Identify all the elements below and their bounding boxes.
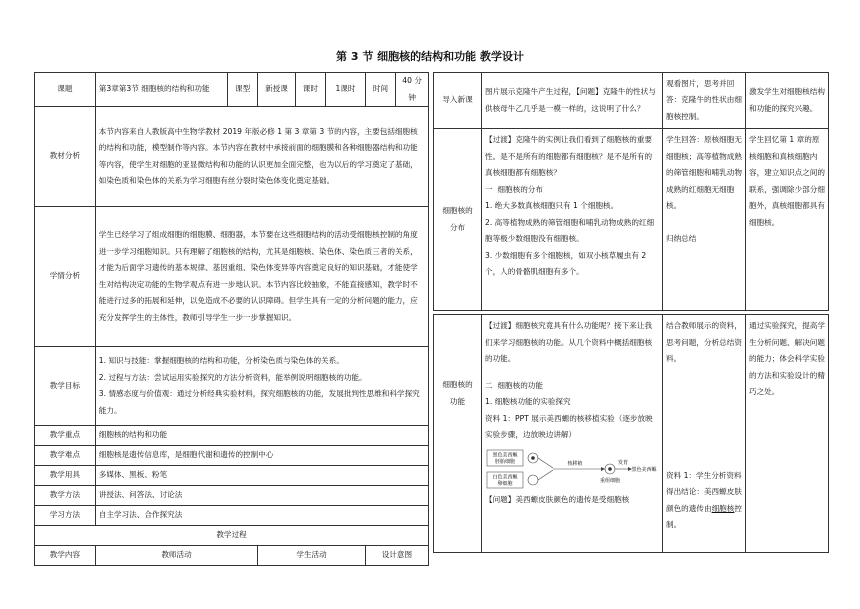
diagram-result-label: 黑色美西螈 <box>631 466 657 473</box>
time-value: 40 分钟 <box>396 73 429 107</box>
materials-row <box>35 107 429 207</box>
students-text: 学生已经学习了组成细胞的细胞膜、细胞器，本节要在这些细胞结构的活动受细胞核控制的角度进一步学习细胞知识。只有理解了细胞核的结构，尤其是细胞核、染色体、染色质三者的关系，才能为后面学习遗传的基本规律、基因重组、染色体变异等内容奠定良好的知识基础，才能使学生对结构决定功能的生物学观点有进一步地认识。本节内容比较抽象，不能直接感知，教学时不能进行过多的拓展和延伸，以免造成不必要的认识障碍。但学生具有一定的分析问题的能力，应充分发挥学生的主体性，教师引导学生一步一步掌握知识。 <box>95 207 428 347</box>
intro-label: 导入新课 <box>434 73 482 129</box>
diagram-top-label-2: 胚胎细胞 <box>494 458 516 465</box>
distribution-student <box>663 129 746 311</box>
diagram-top-label-1: 黑色美西螈 <box>492 452 518 458</box>
students-row <box>35 207 429 347</box>
egg-cell-icon <box>528 475 538 485</box>
materials-text: 本节内容来自人教版高中生物学教材 2019 年版必修 1 第 3 章第 3 节的内容，主要包括细胞核的结构和功能，模型制作等内容。本节内容在教材中承接前面的细胞膜和各种细胞器结构和功能等内容，使学生对细胞的亚显微结构和功能的认识更加全面完整，也为以后的学习奠定了基础，如染色质和染色体的关系为学习细胞有丝分裂时染色体变化奠定基础。 <box>95 107 428 207</box>
column-intent: 设计意图 <box>365 546 428 566</box>
function-row <box>434 315 829 553</box>
diagram-mid-label: 核移植 <box>567 460 583 467</box>
study-value: 自主学习法、合作探究法 <box>95 506 428 526</box>
intro-row <box>434 73 829 129</box>
keypoint-row <box>35 426 429 446</box>
function-intent: 通过实验探究，提高学生分析问题、解决问题的能力；体会科学实验的方法和实验设计的精巧之处。 <box>746 315 829 553</box>
left-table <box>34 72 429 566</box>
tools-row <box>35 466 429 486</box>
methods-label: 教学方法 <box>35 486 96 506</box>
distribution-label-line: 细胞核的 <box>442 206 473 215</box>
study-label: 学习方法 <box>35 506 96 526</box>
function-student-conclusion-b: 细胞核 <box>711 503 735 513</box>
process-columns-row <box>35 546 429 566</box>
goal-item: 2. 过程与方法：尝试运用实验探究的方法分析资料，能举例说明细胞核的功能。 <box>98 372 367 382</box>
distribution-student-answer: 学生回答：原核细胞无细胞核；高等植物成熟的筛管细胞和哺乳动物成熟的红细胞无细胞核。 <box>666 135 742 210</box>
hours-value: 1课时 <box>326 73 366 107</box>
tools-value: 多媒体、黑板、粉笔 <box>95 466 428 486</box>
goal-item: 1. 知识与技能：掌握细胞核的结构和功能，分析染色质与染色体的关系。 <box>98 356 344 365</box>
hours-label: 课时 <box>295 73 325 107</box>
distribution-teacher: 【过渡】克隆牛的实例让我们看到了细胞核的重要性。是不是所有的细胞都有细胞核？是不是所有的真核细胞都有细胞核？ 一 细胞核的分布 1. 绝大多数真核细胞只有 1 个细胞核。 2. 高等植物成熟的筛管细胞和哺乳动物成熟的红细胞等极少数细胞没有细胞核。 3. 少数细胞有多个细胞核，如双小核草履虫有 2 个，人的骨骼肌细胞有多个。 <box>482 129 663 311</box>
column-teacher: 教师活动 <box>95 546 258 566</box>
diagram-bottom-label-1: 白色美西螈 <box>492 474 518 480</box>
column-student: 学生活动 <box>258 546 366 566</box>
function-student <box>663 315 746 553</box>
materials-label: 教材分析 <box>35 107 96 207</box>
intro-intent: 激发学生对细胞核结构和功能的探究兴趣。 <box>746 73 829 129</box>
function-student-task: 结合教师展示的资料，思考问题，分析总结资料。 <box>666 321 742 363</box>
function-teacher <box>482 315 663 553</box>
function-student-conclusion-a: 资料 1：学生分析资料得出结论：美西螈皮肤颜色的遗传由 <box>666 470 742 513</box>
function-label-line: 功能 <box>449 396 466 406</box>
topic-value: 第3章第3节 细胞核的结构和功能 <box>95 73 227 107</box>
process-header: 教学过程 <box>35 526 429 546</box>
salamander-nuclear-transfer-diagram <box>485 448 657 490</box>
intro-teacher: 图片展示克隆牛产生过程，【问题】克隆牛的性状与供核母牛乙几乎是一模一样的，这说明了什么？ <box>482 73 663 129</box>
function-student-conclusion-c: 控制。 <box>666 503 742 529</box>
students-label: 学情分析 <box>35 207 96 347</box>
topic-label: 课题 <box>35 73 96 107</box>
distribution-intent: 学生回忆第 1 章的原核细胞和真核细胞内容，建立知识点之间的联系，强调除少部分细胞外，真核细胞都具有细胞核。 <box>746 129 829 311</box>
document-title: 第 3 节 细胞核的结构和功能 教学设计 <box>336 50 524 63</box>
distribution-student-summary: 归纳总结 <box>666 233 697 243</box>
difficulty-row <box>35 446 429 466</box>
goal-item: 3. 情感态度与价值观：通过分析经典实验材料，探究细胞核的功能，发展批判性思维和科学探究能力。 <box>98 389 420 415</box>
diagram-bottom-label-2: 卵细胞 <box>497 480 513 487</box>
methods-value: 讲授法、问答法、讨论法 <box>95 486 428 506</box>
keypoint-label: 教学重点 <box>35 426 96 446</box>
function-teacher-question: 【问题】美西螈皮肤颜色的遗传是受细胞核 <box>485 494 630 504</box>
time-label: 时间 <box>365 73 395 107</box>
function-teacher-content: 二 细胞核的功能 1. 细胞核功能的实验探究 资料 1：PPT 展示美西螈的核移植实验（逐步放映实验步骤，边放映边讲解） <box>485 380 653 439</box>
study-row <box>35 506 429 526</box>
distribution-row <box>434 129 829 311</box>
process-header-row <box>35 526 429 546</box>
right-table <box>433 72 829 553</box>
distribution-label-line: 分布 <box>449 222 466 232</box>
function-teacher-transition: 【过渡】细胞核究竟具有什么功能呢？接下来让我们来学习细胞核的功能。从几个资料中概括细胞核的功能。 <box>485 321 653 363</box>
class-type-value: 新授课 <box>258 73 295 107</box>
function-label-line: 细胞核的 <box>442 380 473 389</box>
difficulty-label: 教学难点 <box>35 446 96 466</box>
topic-row <box>35 73 429 107</box>
difficulty-value: 细胞核是遗传信息库，是细胞代谢和遗传的控制中心 <box>95 446 428 466</box>
intro-student: 观看图片，思考并回答：克隆牛的性状由细胞核控制。 <box>663 73 746 129</box>
function-label <box>434 315 482 553</box>
class-type-label: 课型 <box>227 73 257 107</box>
diagram-develop-label: 发育 <box>617 459 629 466</box>
diagram-recombine-label: 重组细胞 <box>599 477 621 484</box>
keypoint-value: 细胞核的结构和功能 <box>95 426 428 446</box>
distribution-label <box>434 129 482 311</box>
function-student-conclusion <box>666 468 742 534</box>
goals-row <box>35 347 429 426</box>
goals-label: 教学目标 <box>35 347 96 426</box>
tools-label: 教学用具 <box>35 466 96 486</box>
methods-row <box>35 486 429 506</box>
goals-text <box>95 347 428 426</box>
column-content: 教学内容 <box>35 546 96 566</box>
